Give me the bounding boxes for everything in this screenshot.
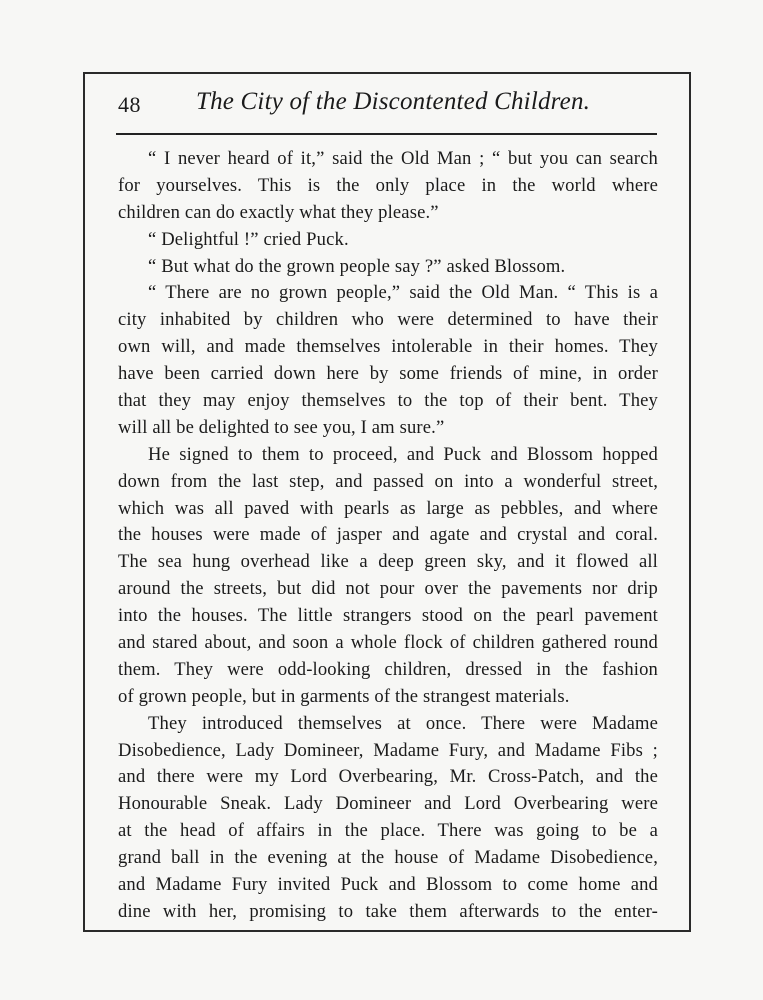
header-rule [116, 133, 657, 135]
text-line: “ I never heard of it,” said the Old Man ; “ but you can search [148, 148, 658, 169]
text-line: city inhabited by children who were determined to have their [118, 309, 658, 331]
text-line: He signed to them to proceed, and Puck and Blossom hopped [148, 443, 658, 465]
page-number: 48 [118, 92, 141, 117]
text-line: that they may enjoy themselves to the top of their bent. They [118, 390, 658, 412]
text-line: grand ball in the evening at the house of Madame Disobedience, [118, 847, 658, 869]
text-line: have been carried down here by some friends of mine, in order [118, 363, 658, 385]
text-line: at the head of affairs in the place. There was going to be a [118, 820, 658, 842]
text-line: and Madame Fury invited Puck and Blossom to come home and [118, 874, 658, 896]
text-line: down from the last step, and passed on into a wonderful street, [118, 470, 658, 492]
text-line: of grown people, but in garments of the strangest materials. [118, 685, 570, 707]
text-line: them. They were odd-looking children, dressed in the fashion [118, 658, 658, 680]
text-line: will all be delighted to see you, I am sure.” [118, 416, 445, 438]
text-line: around the streets, but did not pour over the pavements nor drip [118, 578, 658, 600]
text-line: the houses were made of jasper and agate and crystal and coral. [118, 524, 658, 546]
text-line: own will, and made themselves intolerable in their homes. They [118, 336, 658, 358]
text-line: for yourselves. This is the only place in the world where [118, 174, 658, 196]
body-text [118, 146, 658, 926]
text-line: They introduced themselves at once. There were Madame [148, 712, 658, 734]
text-line: into the houses. The little strangers stood on the pearl pavement [118, 605, 658, 627]
text-line: and stared about, and soon a whole flock of children gathered round [118, 632, 658, 654]
text-line: Disobedience, Lady Domineer, Madame Fury, and Madame Fibs ; [118, 739, 658, 761]
text-line: “ But what do the grown people say ?” asked Blossom. [148, 255, 566, 277]
text-line: “ There are no grown people,” said the Old Man. “ This is a [148, 282, 658, 304]
text-line: “ Delightful !” cried Puck. [148, 228, 349, 250]
text-line: dine with her, promising to take them afterwards to the enter- [118, 900, 658, 922]
page-header [116, 88, 657, 128]
text-line: and there were my Lord Overbearing, Mr. Cross-Patch, and the [118, 766, 658, 788]
text-line: children can do exactly what they please.” [118, 201, 439, 223]
text-line: Honourable Sneak. Lady Domineer and Lord Overbearing were [118, 793, 658, 815]
text-line: The sea hung overhead like a deep green sky, and it flowed all [118, 551, 658, 573]
running-head-title: The City of the Discontented Children. [196, 88, 591, 115]
text-line: which was all paved with pearls as large as pebbles, and where [118, 497, 658, 519]
